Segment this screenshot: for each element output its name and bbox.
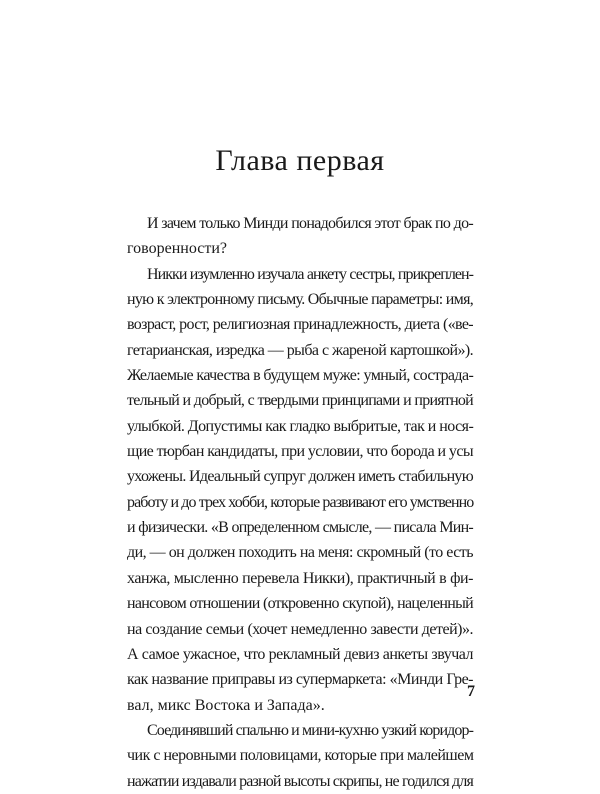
text-line: гетарианская, изредка — рыба с жареной картошкой»). <box>127 341 473 359</box>
text-line: как название приправы из супермаркета: «Минди Гре- <box>127 671 473 689</box>
chapter-title: Глава первая <box>215 144 385 177</box>
text-line: ухожены. Идеальный супруг должен иметь стабильную <box>127 468 473 486</box>
text-line: Соединявший спальню и мини-кухню узкий коридор- <box>147 721 473 739</box>
text-line: нажатии издавали разной высоты скрипы, не годился для <box>127 772 473 790</box>
text-line: улыбкой. Допустимы как гладко выбритые, так и нося- <box>127 417 474 435</box>
text-line: щие тюрбан кандидаты, при условии, что борода и усы <box>127 443 473 461</box>
text-line: работу и до трех хобби, которые развивают его умственно <box>127 493 474 511</box>
text-line: ную к электронному письму. Обычные параметры: имя, <box>127 291 474 309</box>
text-line: А самое ужасное, что рекламный девиз анкеты звучал <box>127 645 473 663</box>
text-line: и физически. «В определенном смысле, — писала Мин- <box>127 519 473 537</box>
text-line: И зачем только Минди понадобился этот брак по до- <box>147 215 473 232</box>
text-line: на создание семьи (хочет немедленно завести детей)». <box>127 620 473 638</box>
text-line: чик с неровными половицами, которые при малейшем <box>127 747 474 765</box>
paragraph-3 <box>127 718 473 794</box>
paragraph-1 <box>127 211 473 262</box>
text-line: вал, микс Востока и Запада». <box>127 696 325 714</box>
text-line: ди, — он должен походить на меня: скромный (то есть <box>127 544 473 562</box>
text-line: возраст, рост, религиозная принадлежность, диета («ве- <box>127 316 473 334</box>
body-text <box>127 211 473 794</box>
paragraph-2 <box>127 262 473 718</box>
text-line: Желаемые качества в будущем муже: умный, сострада- <box>127 367 474 385</box>
text-line: говоренности? <box>127 240 227 258</box>
text-line: ханжа, мысленно перевела Никки), практичный в фи- <box>127 569 473 587</box>
page-number: 7 <box>467 683 475 700</box>
text-line: нансовом отношении (откровенно скупой), нацеленный <box>127 595 473 613</box>
text-line: тельный и добрый, с твердыми принципами и приятной <box>127 392 473 410</box>
text-line: Никки изумленно изучала анкету сестры, прикреплен- <box>147 265 473 283</box>
